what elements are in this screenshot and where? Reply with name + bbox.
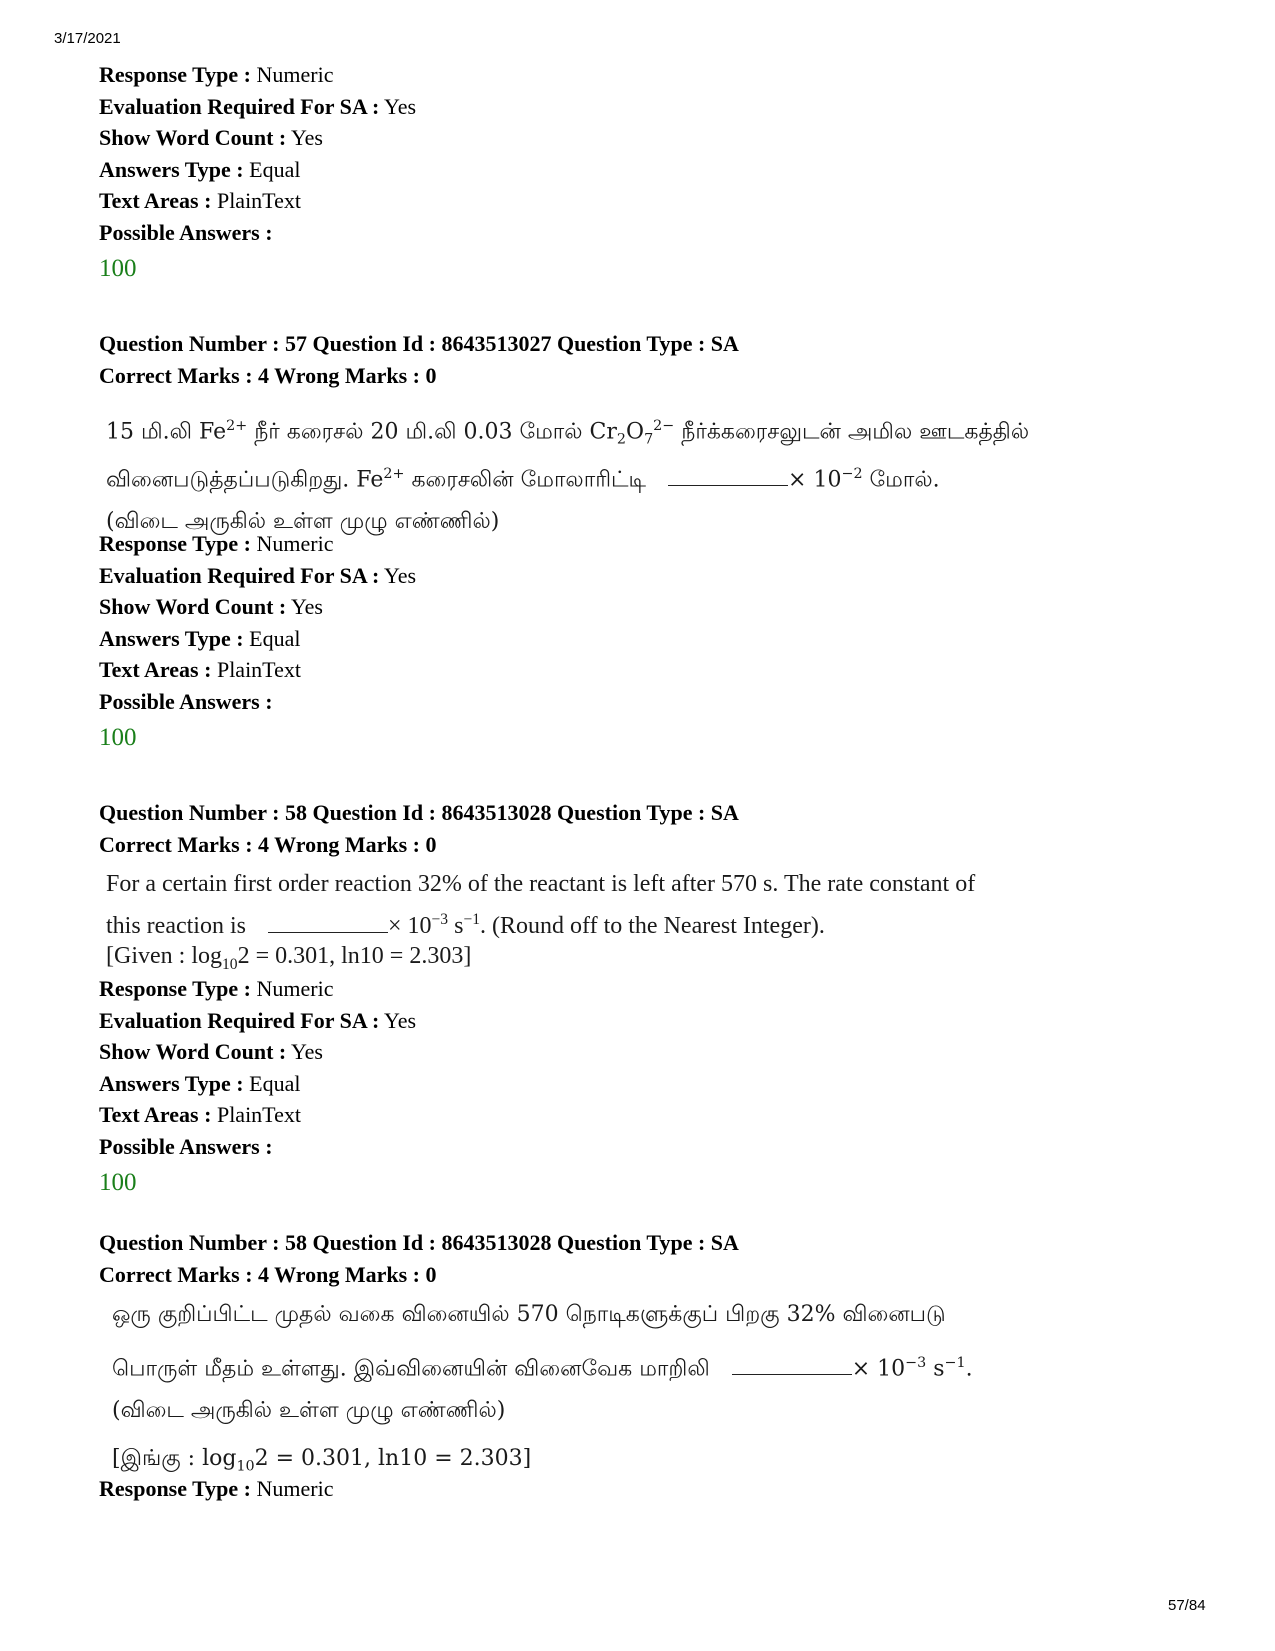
possible-answer-value: 100	[99, 1168, 137, 1196]
text-segment: வினைபடுத்தப்படுகிறது. Fe	[106, 467, 384, 493]
subscript: 2	[616, 431, 627, 448]
text-segment: s	[448, 913, 464, 939]
meta-label: Possible Answers :	[99, 1133, 273, 1159]
possible-answer-value: 100	[99, 723, 137, 751]
possible-answer-value: 100	[99, 254, 137, 282]
question-header: Question Number : 58 Question Id : 8643513028 Question Type : SA	[99, 1230, 739, 1255]
show-word-count-row	[99, 122, 416, 154]
meta-value: Equal	[249, 156, 301, 182]
question-header: Question Number : 58 Question Id : 8643513028 Question Type : SA	[99, 800, 739, 825]
superscript: 2−	[653, 418, 675, 434]
question-58-ta-text	[112, 1291, 1122, 1483]
meta-label: Response Type :	[99, 976, 251, 1001]
meta-value: Yes	[290, 594, 323, 620]
text-segment: × 10	[851, 1356, 906, 1382]
superscript: −1	[463, 911, 481, 928]
text-areas-row	[99, 1099, 416, 1131]
meta-value: Numeric	[256, 1476, 334, 1501]
subscript: 10	[221, 955, 238, 973]
text-areas-row	[99, 185, 416, 217]
eval-required-row	[99, 91, 416, 123]
meta-value: Numeric	[256, 531, 334, 556]
meta-label: Show Word Count :	[99, 594, 287, 620]
question-58-en-meta	[99, 973, 416, 1201]
meta-label: Evaluation Required For SA :	[99, 1007, 380, 1033]
question-text-line	[106, 902, 1116, 938]
superscript: −3	[905, 1355, 927, 1371]
text-segment: நீர் கரைசல் 20 மி.லி 0.03 மோல் Cr	[247, 419, 617, 445]
response-type-row	[99, 528, 416, 560]
meta-value: Numeric	[256, 62, 334, 87]
subscript: 10	[236, 1458, 255, 1475]
text-segment: this reaction is	[106, 913, 246, 939]
eval-required-row	[99, 1005, 416, 1037]
text-segment: 2 = 0.301, ln10 = 2.303]	[237, 943, 472, 969]
meta-label: Text Areas :	[99, 1102, 212, 1128]
meta-label: Evaluation Required For SA :	[99, 562, 380, 588]
text-segment: s	[926, 1356, 945, 1382]
possible-answers-row	[99, 686, 416, 718]
meta-value: Yes	[384, 562, 417, 588]
answer-blank	[268, 910, 388, 933]
meta-value: Equal	[249, 1070, 301, 1096]
meta-label: Response Type :	[99, 531, 251, 556]
response-type-row	[99, 1473, 333, 1505]
meta-value: Yes	[290, 1039, 323, 1065]
show-word-count-row	[99, 1036, 416, 1068]
text-segment: பொருள் மீதம் உள்ளது. இவ்வினையின் வினைவேக மாறிலி	[112, 1356, 710, 1382]
text-segment: .	[965, 1356, 973, 1382]
text-segment: நீர்க்கரைசலுடன் அமில ஊடகத்தில்	[674, 419, 1030, 445]
question-58-en-header	[99, 797, 739, 860]
question-57-header	[99, 328, 739, 391]
meta-label: Answers Type :	[99, 1070, 244, 1096]
meta-label: Answers Type :	[99, 625, 244, 651]
possible-answers-row	[99, 217, 416, 249]
text-segment: [Given : log	[106, 943, 222, 969]
answer-blank	[668, 463, 788, 486]
page-number: 57/84	[1168, 1597, 1206, 1614]
meta-value: PlainText	[216, 1102, 301, 1128]
question-58-en-text	[106, 866, 1116, 974]
meta-value: PlainText	[216, 188, 301, 214]
question-text-line: (விடை அருகில் உள்ள முழு எண்ணில்)	[112, 1398, 506, 1423]
question-text-line	[112, 1339, 1122, 1387]
meta-value: Equal	[249, 625, 301, 651]
show-word-count-row	[99, 591, 416, 623]
superscript: 2+	[226, 418, 248, 434]
meta-label: Possible Answers :	[99, 688, 273, 714]
superscript: −2	[841, 466, 863, 482]
text-segment: [இங்கு : log	[112, 1446, 237, 1471]
question-text-line: For a certain first order reaction 32% of the reactant is left after 570 s. The rate constant of	[106, 871, 976, 897]
meta-label: Evaluation Required For SA :	[99, 93, 380, 119]
meta-value: Yes	[290, 125, 323, 151]
answer-blank	[732, 1352, 852, 1375]
meta-label: Show Word Count :	[99, 125, 287, 151]
meta-label: Text Areas :	[99, 657, 212, 683]
answers-type-row	[99, 623, 416, 655]
response-type-row	[99, 59, 416, 91]
meta-value: Yes	[384, 93, 417, 119]
question-text-line: (விடை அருகில் உள்ள முழு எண்ணில்)	[106, 509, 500, 534]
answers-type-row	[99, 1068, 416, 1100]
question-marks: Correct Marks : 4 Wrong Marks : 0	[99, 362, 437, 388]
text-segment: × 10	[788, 467, 842, 493]
answers-type-row	[99, 154, 416, 186]
possible-answers-row	[99, 1131, 416, 1163]
superscript: −3	[431, 911, 449, 928]
superscript: 2+	[383, 466, 405, 482]
question-text-line	[106, 450, 1116, 498]
question-marks: Correct Marks : 4 Wrong Marks : 0	[99, 1261, 437, 1287]
question-text-line	[106, 938, 1116, 974]
question-58-ta-meta	[99, 1473, 333, 1505]
text-segment: O	[626, 419, 645, 445]
question-58-ta-header	[99, 1227, 739, 1290]
meta-label: Response Type :	[99, 1476, 251, 1501]
meta-label: Possible Answers :	[99, 219, 273, 245]
question-marks: Correct Marks : 4 Wrong Marks : 0	[99, 831, 437, 857]
question-57-meta	[99, 528, 416, 756]
meta-label: Show Word Count :	[99, 1039, 287, 1065]
question-text-line: ஒரு குறிப்பிட்ட முதல் வகை வினையில் 570 நொடிகளுக்குப் பிறகு 32% வினைபடு	[112, 1302, 946, 1327]
text-segment: 2 = 0.301, ln10 = 2.303]	[254, 1446, 532, 1471]
text-segment: × 10	[387, 913, 432, 939]
meta-label: Text Areas :	[99, 188, 212, 214]
meta-value: Yes	[384, 1007, 417, 1033]
meta-label: Response Type :	[99, 62, 251, 87]
text-areas-row	[99, 654, 416, 686]
text-segment: கரைசலின் மோலாரிட்டி	[404, 467, 647, 493]
question-text-line	[106, 402, 1116, 450]
subscript: 7	[644, 431, 654, 448]
text-segment: 15 மி.லி Fe	[106, 419, 227, 445]
superscript: −1	[944, 1355, 966, 1371]
print-date: 3/17/2021	[54, 30, 121, 47]
prev-question-meta	[99, 59, 416, 287]
meta-value: Numeric	[256, 976, 334, 1001]
text-segment: . (Round off to the Nearest Integer).	[480, 913, 825, 939]
eval-required-row	[99, 560, 416, 592]
question-header: Question Number : 57 Question Id : 8643513027 Question Type : SA	[99, 331, 739, 356]
response-type-row	[99, 973, 416, 1005]
text-segment: மோல்.	[862, 467, 940, 493]
question-57-text	[106, 402, 1116, 546]
meta-label: Answers Type :	[99, 156, 244, 182]
meta-value: PlainText	[216, 657, 301, 683]
